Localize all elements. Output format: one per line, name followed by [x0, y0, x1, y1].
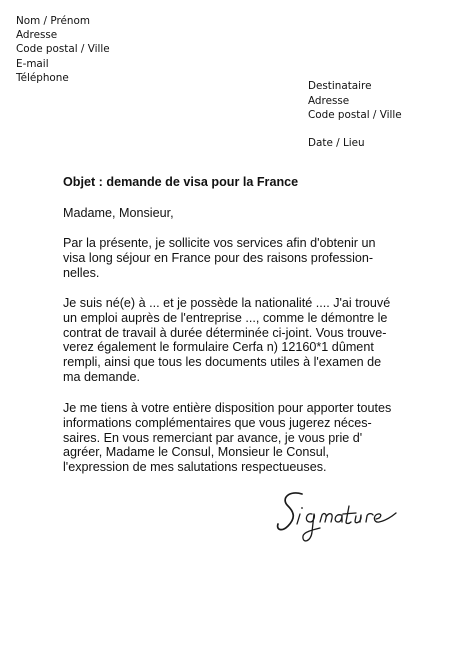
paragraph-line: Je me tiens à votre entière disposition pour apporter toutes [63, 401, 392, 415]
sender-address: Adresse [16, 29, 58, 42]
paragraph-line: informations complémentaires que vous jugerez néces- [63, 415, 372, 430]
sender-phone: Téléphone [16, 71, 69, 84]
paragraph-request [63, 236, 376, 280]
paragraph-line: l'expression de mes salutations respectueuses. [63, 460, 327, 475]
paragraph-line: visa long séjour en France pour des raisons profession- [63, 250, 374, 265]
paragraph-line: agréer, Madame le Consul, Monsieur le Consul, [63, 445, 329, 460]
paragraph-line: saires. En vous remerciant par avance, je vous prie d' [63, 430, 363, 445]
letter-salutation: Madame, Monsieur, [63, 206, 174, 220]
sender-block [16, 14, 110, 85]
sender-name: Nom / Prénom [16, 15, 90, 27]
paragraph-closing [63, 401, 391, 475]
paragraph-line: ma demande. [63, 369, 141, 384]
paragraph-line: rempli, ainsi que tous les documents utiles à l'examen de [63, 355, 382, 370]
paragraph-line: un emploi auprès de l'entreprise ..., comme le démontre le [63, 310, 388, 325]
paragraph-line: contrat de travail à durée déterminée ci-joint. Vous trouve- [63, 325, 387, 340]
handwritten-signature [272, 488, 402, 550]
paragraph-details [63, 296, 390, 385]
paragraph-line: Je suis né(e) à ... et je possède la nationalité .... J'ai trouvé [63, 296, 391, 310]
sender-postal-city: Code postal / Ville [16, 43, 110, 56]
recipient-postal-city: Code postal / Ville [308, 109, 402, 122]
recipient-name: Destinataire [308, 80, 372, 92]
letter-subject: Objet : demande de visa pour la France [63, 175, 299, 189]
date-place: Date / Lieu [308, 137, 365, 149]
sender-email: E-mail [16, 57, 49, 70]
paragraph-line: nelles. [63, 265, 100, 280]
recipient-block [308, 79, 402, 123]
paragraph-line: verez également le formulaire Cerfa n) 12160*1 dûment [63, 340, 374, 355]
recipient-address: Adresse [308, 94, 350, 107]
paragraph-line: Par la présente, je sollicite vos services afin d'obtenir un [63, 236, 376, 250]
